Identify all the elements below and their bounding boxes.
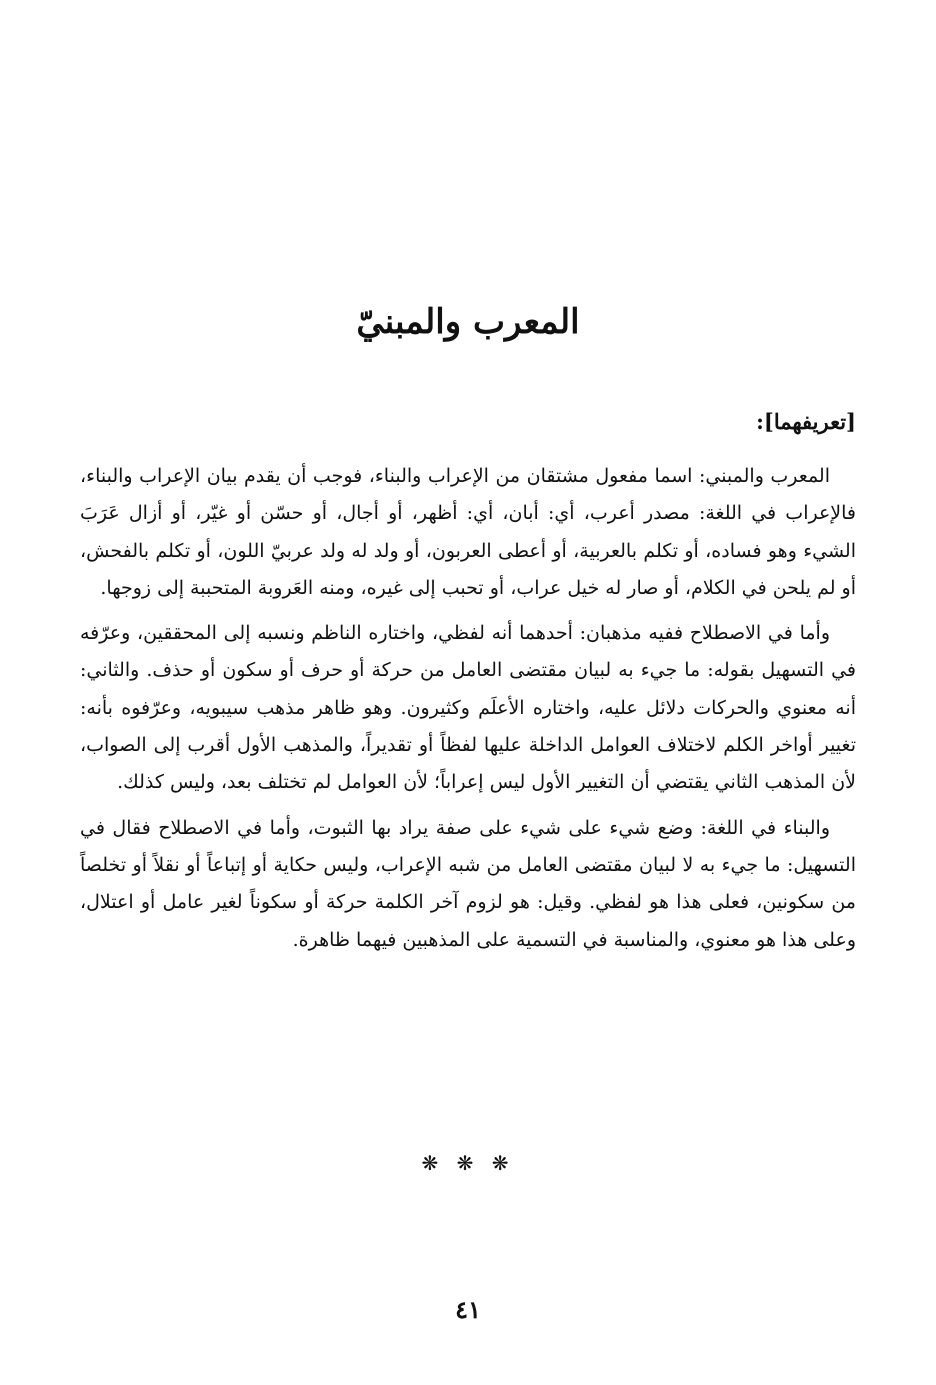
body-text (80, 458, 856, 967)
section-separator: ❋ ❋ ❋ (421, 1151, 515, 1175)
paragraph-3: والبناء في اللغة: وضع شيء على شيء على صفة يراد بها الثبوت، وأما في الاصطلاح فقال في التسهيل: ما جيء به لا لبيان مقتضى العامل من شبه الإعراب، وليس حكاية أو إتباعاً أو نقلاً أو تخلصاً من سكونين، فعلى هذا هو لفظي. وقيل: هو لزوم آخر الكلمة حركة أو سكوناً لغير عامل أو اعتلال، وعلى هذا هو معنوي، والمناسبة في التسمية على المذهبين فيهما ظاهرة. (80, 816, 856, 951)
paragraph-1: المعرب والمبني: اسما مفعول مشتقان من الإعراب والبناء، فوجب أن يقدم بيان الإعراب والبناء، فالإعراب في اللغة: مصدر أعرب، أي: أبان، أي: أظهر، أو أجال، أو حسّن أو غيّر، أو أزال عَرَبَ الشيء وهو فساده، أو تكلم بالعربية، أو أعطى العربون، أو ولد له ولد عربيّ اللون، أو تكلم بالفحش، أو لم يلحن في الكلام، أو صار له خيل عراب، أو تحبب إلى غيره، ومنه العَروبة المتحببة إلى زوجها. (80, 465, 857, 599)
page-number: ٤١ (455, 1295, 481, 1324)
page-title: المعرب والمبنيّ (356, 302, 580, 342)
paragraph-2: وأما في الاصطلاح ففيه مذهبان: أحدهما أنه لفظي، واختاره الناظم ونسبه إلى المحققين، وعرّفه في التسهيل بقوله: ما جيء به لبيان مقتضى العامل من حركة أو حرف أو سكون أو حذف. والثاني: أنه معنوي والحركات دلائل عليه، واختاره الأعلَم وكثيرون. وهو ظاهر مذهب سيبويه، وعرّفوه بأنه: تغيير أواخر الكلم لاختلاف العوامل الداخلة عليها لفظاً أو تقديراً، والمذهب الأول أقرب إلى الصواب، لأن المذهب الثاني يقتضي أن التغيير الأول ليس إعراباً؛ لأن العوامل لم تختلف بعد، وليس كذلك. (80, 622, 856, 794)
section-heading: [تعريفهما]: (756, 409, 856, 434)
